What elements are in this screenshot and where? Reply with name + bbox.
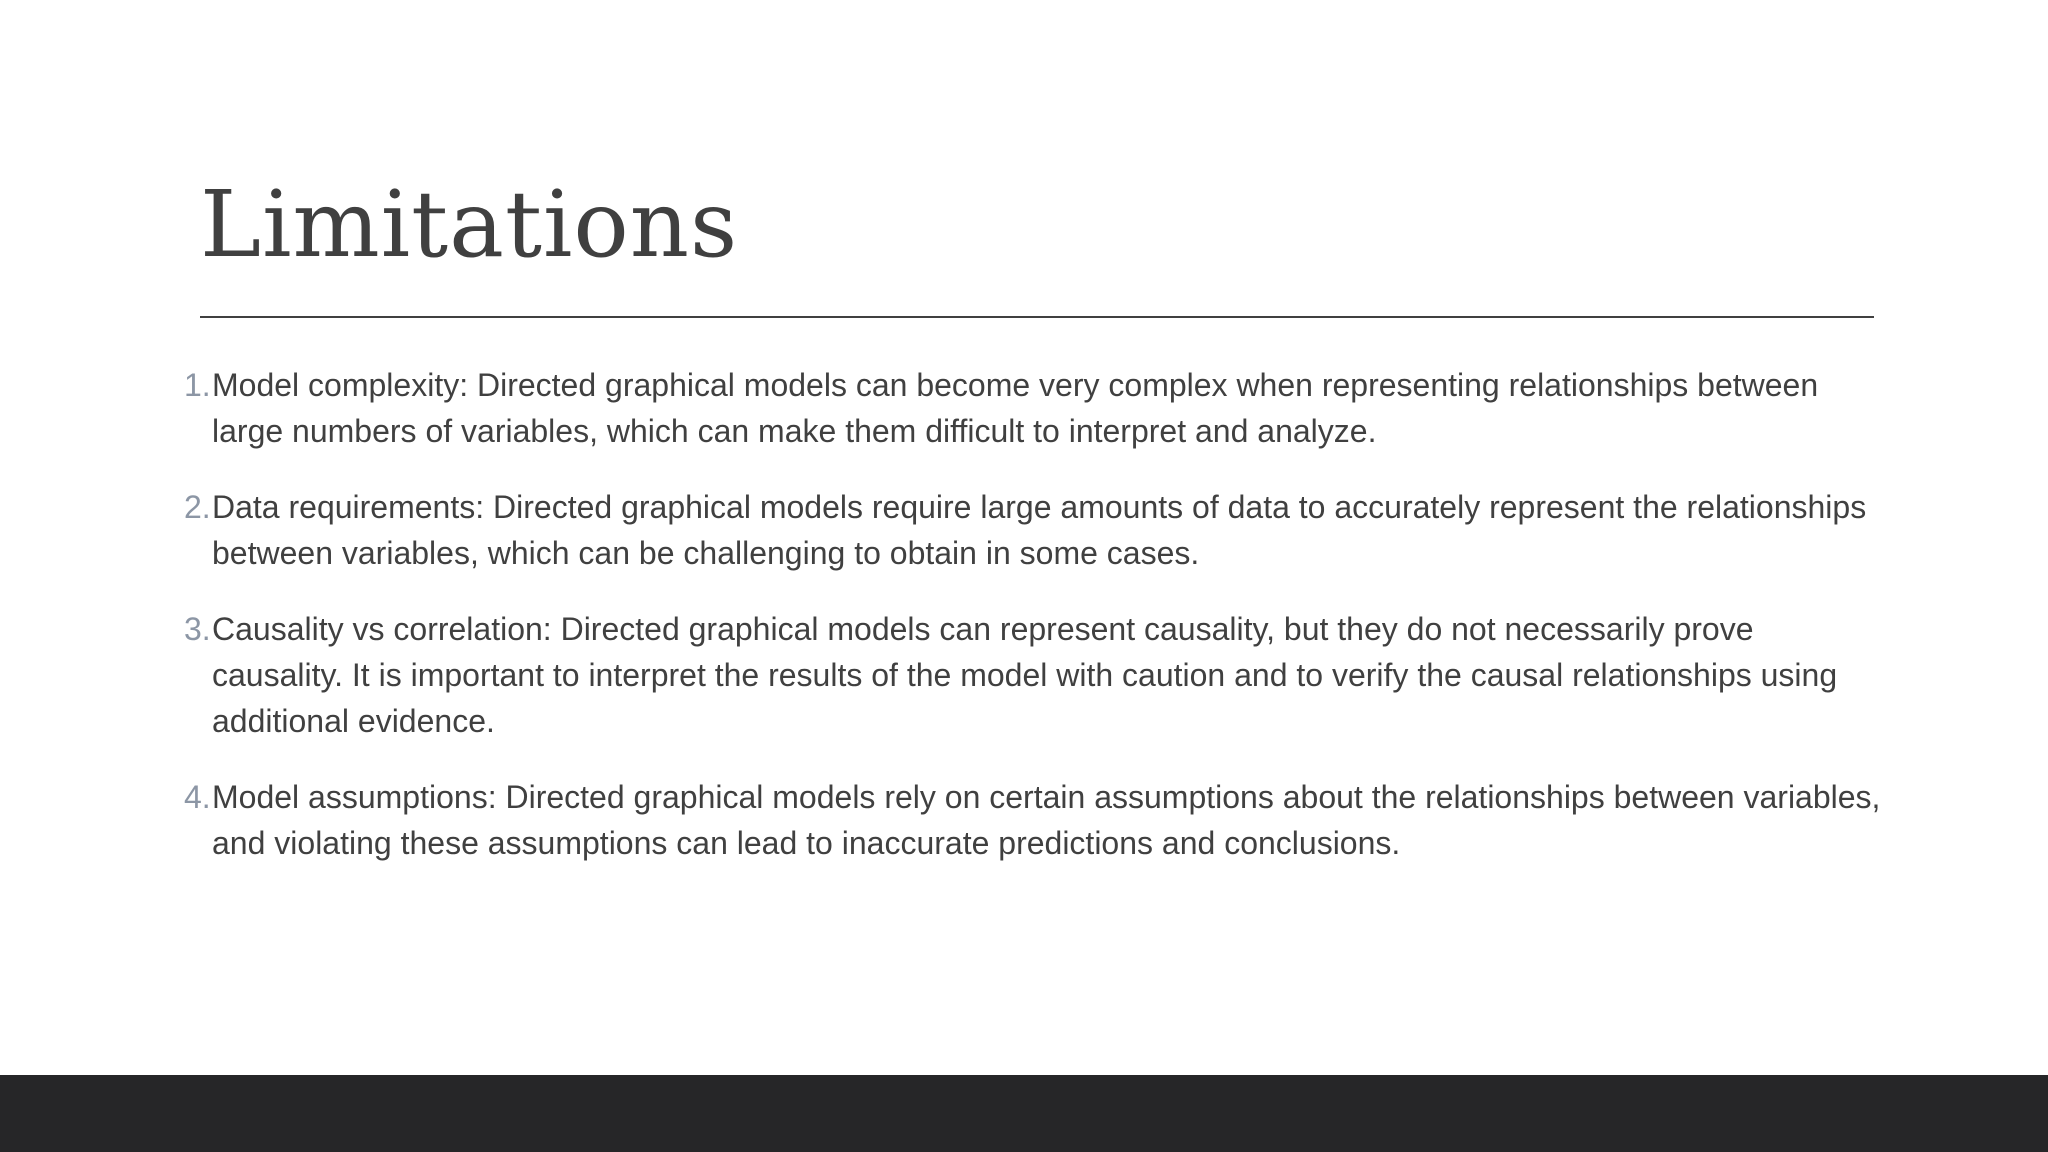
list-item — [184, 484, 1880, 576]
list-item — [184, 606, 1880, 744]
slide-title: Limitations — [200, 171, 739, 278]
list-item-text: Causality vs correlation: Directed graphical models can represent causality, but they do not necessarily prove causality. It is important to interpret the results of the model with caution and to verify the causal relationships using additional evidence. — [212, 611, 1838, 739]
list-item-number: 2. — [184, 489, 211, 525]
list-item — [184, 774, 1881, 866]
list-item — [184, 362, 1880, 454]
list-item-text: Model assumptions: Directed graphical models rely on certain assumptions about the relationships between variables, and violating these assumptions can lead to inaccurate predictions and conclusions. — [212, 779, 1881, 861]
list-item-number: 1. — [184, 367, 211, 403]
title-divider — [200, 316, 1874, 318]
footer-bar — [0, 1075, 2048, 1152]
list-item-number: 3. — [184, 611, 211, 647]
list-item-text: Model complexity: Directed graphical models can become very complex when representing relationships between large numbers of variables, which can make them difficult to interpret and analyze. — [212, 367, 1819, 449]
list-item-text: Data requirements: Directed graphical models require large amounts of data to accurately represent the relationships between variables, which can be challenging to obtain in some cases. — [212, 489, 1867, 571]
limitations-list — [184, 362, 1881, 896]
list-item-number: 4. — [184, 779, 211, 815]
